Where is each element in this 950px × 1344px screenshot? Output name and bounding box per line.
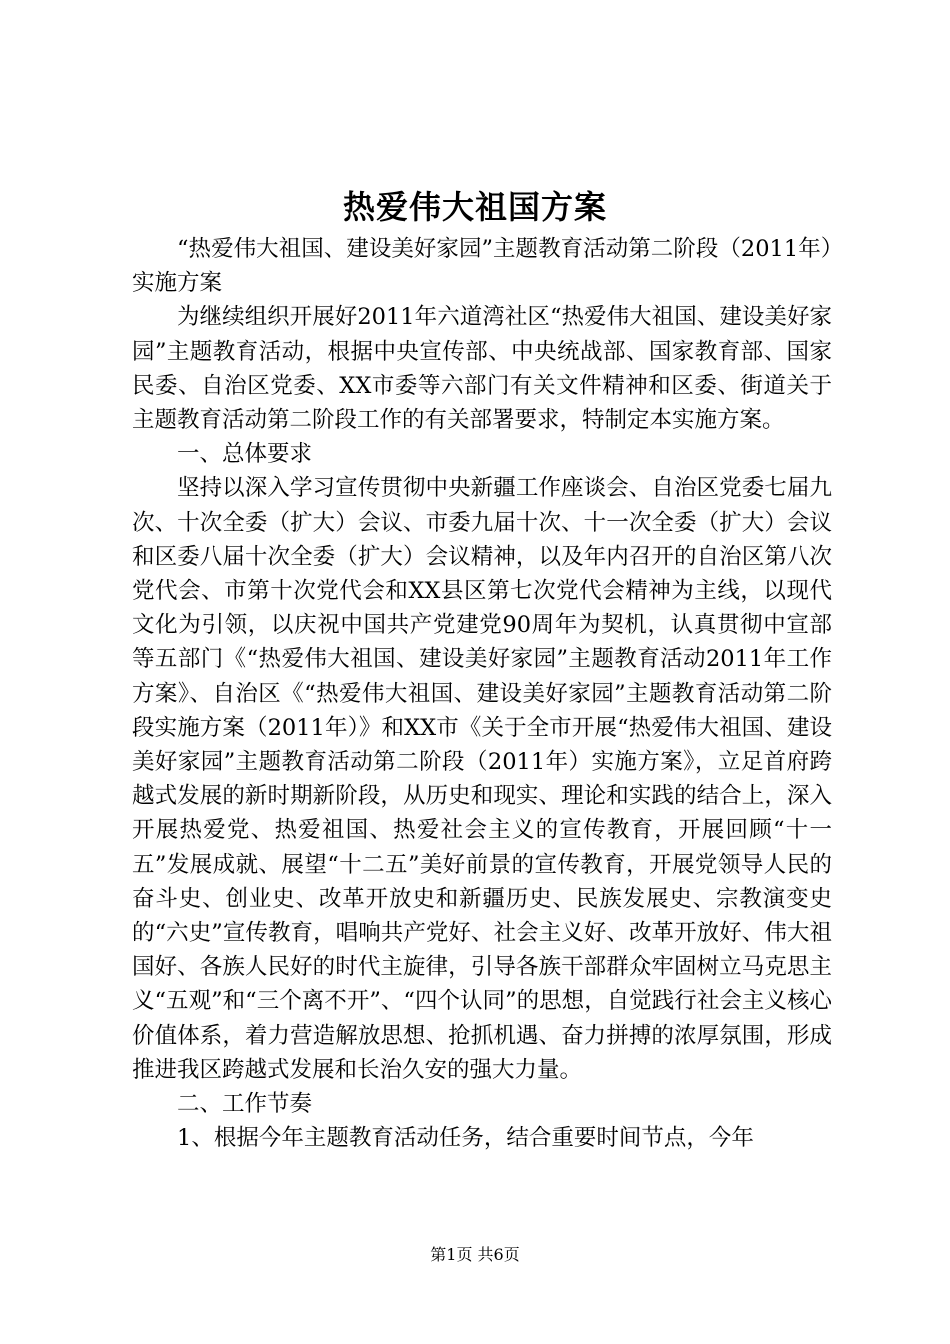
page-number-footer: 第1页 共6页 — [430, 1245, 520, 1264]
intro-paragraph: 为继续组织开展好2011年六道湾社区“热爱伟大祖国、建设美好家园”主题教育活动，根据中央宣传部、中央统战部、国家教育部、国家民委、自治区党委、XX市委等六部门有关文件精神和区委、街道关于主题教育活动第二阶段工作的有关部署要求，特制定本实施方案。 — [132, 304, 832, 434]
document-body — [132, 232, 832, 1155]
section-heading-general-requirements: 一、总体要求 — [177, 441, 313, 468]
subtitle-paragraph: “热爱伟大祖国、建设美好家园”主题教育活动第二阶段（2011年）实施方案 — [132, 236, 832, 297]
work-rhythm-paragraph: 1、根据今年主题教育活动任务，结合重要时间节点，今年 — [177, 1125, 754, 1152]
section-heading-work-rhythm: 二、工作节奏 — [177, 1091, 313, 1118]
general-requirements-paragraph: 坚持以深入学习宣传贯彻中央新疆工作座谈会、自治区党委七届九次、十次全委（扩大）会议、市委九届十次、十一次全委（扩大）会议和区委八届十次全委（扩大）会议精神，以及年内召开的自治区第八次党代会、市第十次党代会和XX县区第七次党代会精神为主线，以现代文化为引领，以庆祝中国共产党建党90周年为契机，认真贯彻中宣部等五部门《“热爱伟大祖国、建设美好家园”主题教育活动2011年工作方案》、自治区《“热爱伟大祖国、建设美好家园”主题教育活动第二阶段实施方案（2011年）》和XX市《关于全市开展“热爱伟大祖国、建设美好家园”主题教育活动第二阶段（2011年）实施方案》，立足首府跨越式发展的新时期新阶段，从历史和现实、理论和实践的结合上，深入开展热爱党、热爱祖国、热爱社会主义的宣传教育，开展回顾“十一五”发展成就、展望“十二五”美好前景的宣传教育，开展党领导人民的奋斗史、创业史、改革开放史和新疆历史、民族发展史、宗教演变史的“六史”宣传教育，唱响共产党好、社会主义好、改革开放好、伟大祖国好、各族人民好的时代主旋律，引导各族干部群众牢固树立马克思主义“五观”和“三个离不开”、“四个认同”的思想，自觉践行社会主义核心价值体系，着力营造解放思想、抢抓机遇、奋力拼搏的浓厚氛围，形成推进我区跨越式发展和长治久安的强大力量。 — [132, 475, 832, 1083]
document-title: 热爱伟大祖国方案 — [342, 188, 607, 226]
